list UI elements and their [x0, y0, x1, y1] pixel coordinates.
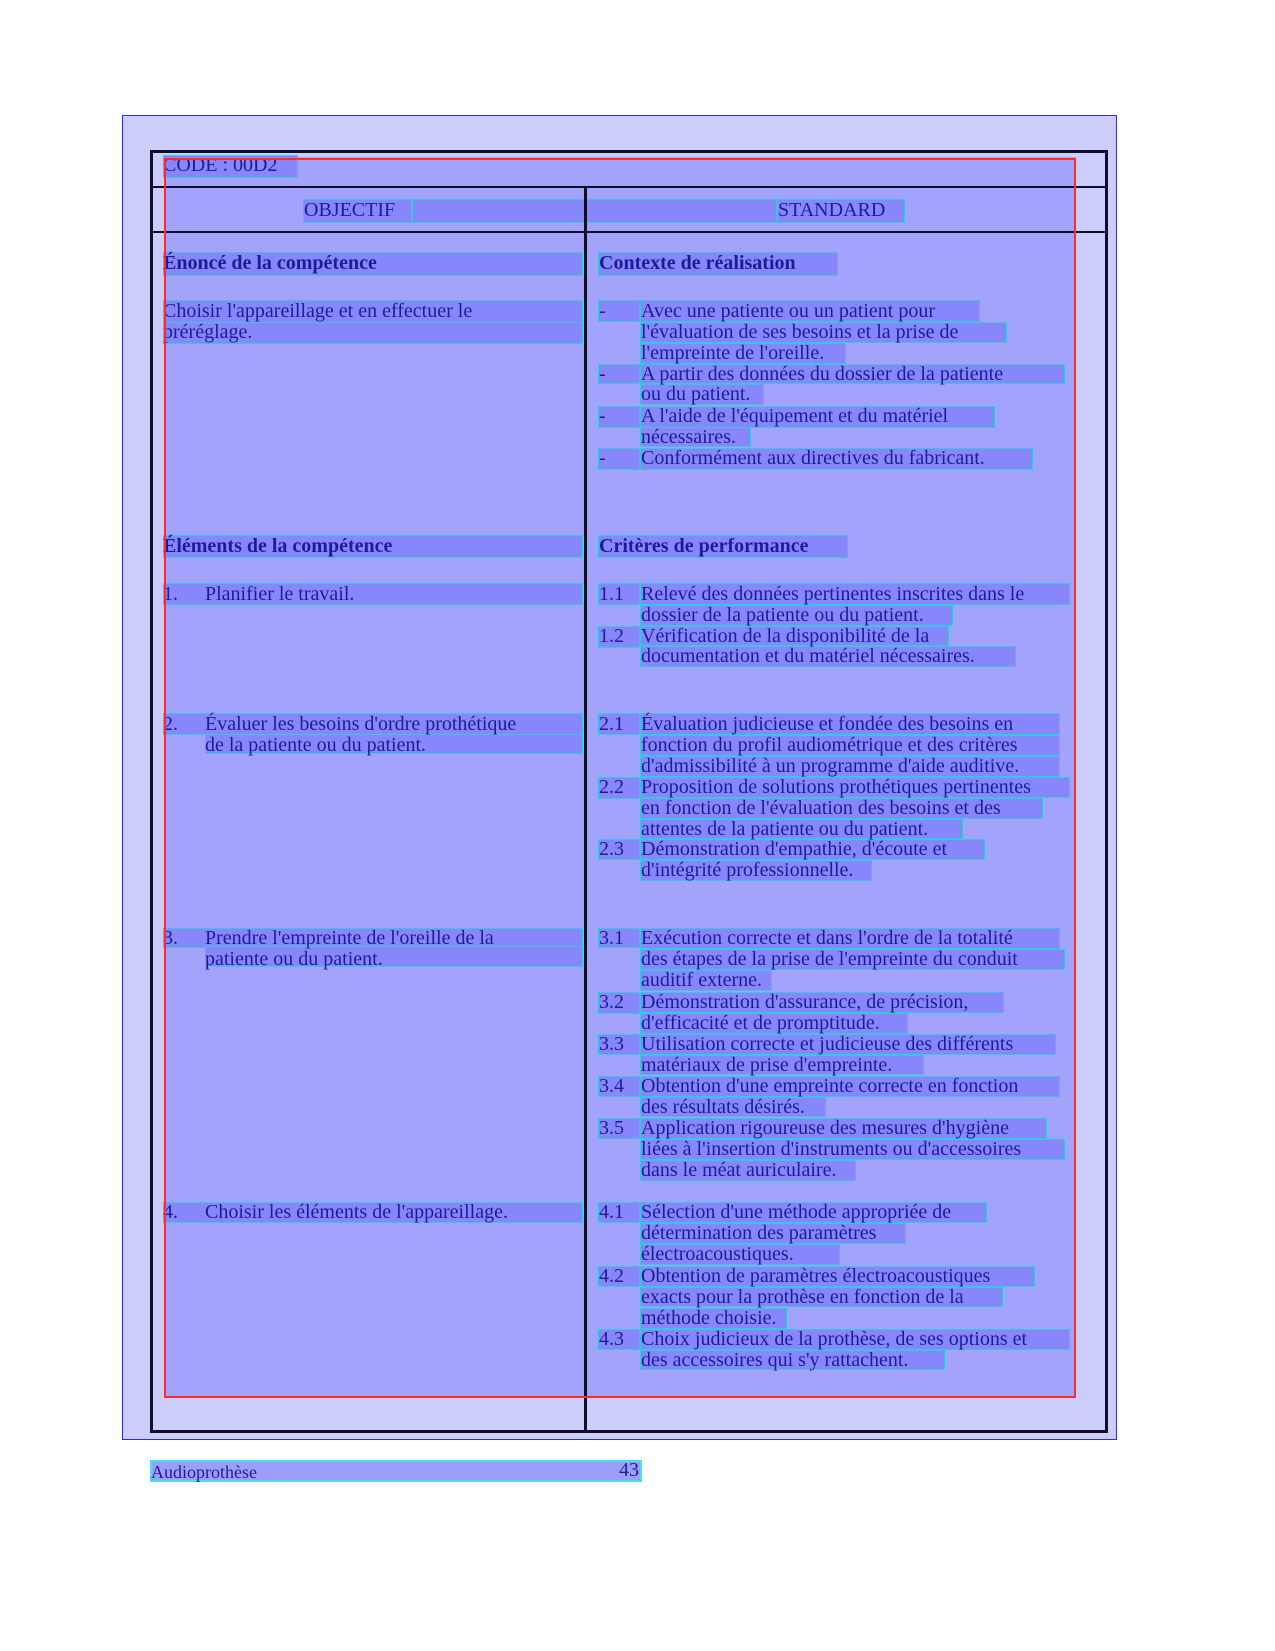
- criterion-line: Choix judicieux de la prothèse, de ses options et: [641, 1328, 1028, 1350]
- criterion-number: 3.5: [599, 1117, 624, 1139]
- criterion-number: 3.1: [599, 927, 624, 949]
- criterion-line: fonction du profil audiométrique et des critères: [641, 734, 1018, 756]
- criterion-line: Démonstration d'empathie, d'écoute et: [641, 838, 947, 860]
- contexte-line: nécessaires.: [641, 426, 736, 448]
- element-line: patiente ou du patient.: [205, 948, 383, 970]
- element-number: 2.: [163, 713, 178, 735]
- page-number: 43: [619, 1459, 639, 1481]
- contexte-line: l'évaluation de ses besoins et la prise de: [641, 321, 959, 343]
- element-line: Prendre l'empreinte de l'oreille de la: [205, 927, 494, 949]
- criterion-line: documentation et du matériel nécessaires.: [641, 645, 975, 667]
- element-line: Évaluer les besoins d'ordre prothétique: [205, 713, 517, 735]
- criterion-number: 3.4: [599, 1075, 624, 1097]
- contexte-bullet: -: [599, 405, 606, 427]
- content-frame: [164, 158, 1076, 1398]
- criterion-line: Sélection d'une méthode appropriée de: [641, 1201, 952, 1223]
- criterion-line: attentes de la patiente ou du patient.: [641, 818, 929, 840]
- criteres-title: Critères de performance: [599, 535, 809, 557]
- elements-title: Éléments de la compétence: [163, 535, 393, 557]
- contexte-line: Conformément aux directives du fabricant.: [641, 447, 985, 469]
- criterion-line: Utilisation correcte et judicieuse des différents: [641, 1033, 1014, 1055]
- criterion-line: électroacoustiques.: [641, 1243, 794, 1265]
- criterion-line: exacts pour la prothèse en fonction de la: [641, 1286, 964, 1308]
- element-number: 4.: [163, 1201, 178, 1223]
- criterion-line: Relevé des données pertinentes inscrites dans le: [641, 583, 1025, 605]
- criterion-line: des étapes de la prise de l'empreinte du conduit: [641, 948, 1018, 970]
- criterion-line: Démonstration d'assurance, de précision,: [641, 991, 969, 1013]
- criterion-number: 3.3: [599, 1033, 624, 1055]
- criterion-line: en fonction de l'évaluation des besoins et des: [641, 797, 1001, 819]
- table-border-bottom: [150, 1430, 1108, 1433]
- contexte-line: A l'aide de l'équipement et du matériel: [641, 405, 949, 427]
- criterion-line: liées à l'insertion d'instruments ou d'accessoires: [641, 1138, 1022, 1160]
- criterion-number: 4.2: [599, 1265, 624, 1287]
- criterion-line: d'intégrité professionnelle.: [641, 859, 854, 881]
- criterion-number: 4.1: [599, 1201, 624, 1223]
- criterion-number: 1.2: [599, 625, 624, 647]
- criterion-line: Obtention de paramètres électroacoustiques: [641, 1265, 991, 1287]
- criterion-line: méthode choisie.: [641, 1307, 777, 1329]
- criterion-number: 2.1: [599, 713, 624, 735]
- enonce-line: Choisir l'appareillage et en effectuer le: [163, 300, 473, 322]
- criterion-line: Proposition de solutions prothétiques pertinentes: [641, 776, 1031, 798]
- criterion-line: des résultats désirés.: [641, 1096, 805, 1118]
- table-border-top: [150, 150, 1108, 153]
- contexte-bullet: -: [599, 363, 606, 385]
- criterion-number: 1.1: [599, 583, 624, 605]
- criterion-line: auditif externe.: [641, 969, 763, 991]
- criterion-number: 3.2: [599, 991, 624, 1013]
- contexte-line: l'empreinte de l'oreille.: [641, 342, 825, 364]
- contexte-bullet: -: [599, 447, 606, 469]
- criterion-line: Obtention d'une empreinte correcte en fonction: [641, 1075, 1019, 1097]
- criterion-line: dans le méat auriculaire.: [641, 1159, 837, 1181]
- criterion-line: dossier de la patiente ou du patient.: [641, 604, 924, 626]
- contexte-line: ou du patient.: [641, 383, 751, 405]
- criterion-line: d'admissibilité à un programme d'aide auditive.: [641, 755, 1020, 777]
- competency-code: CODE : 00D2: [163, 154, 278, 176]
- table-border-left: [150, 150, 153, 1433]
- criterion-line: Exécution correcte et dans l'ordre de la totalité: [641, 927, 1013, 949]
- criterion-number: 2.2: [599, 776, 624, 798]
- contexte-line: Avec une patiente ou un patient pour: [641, 300, 935, 322]
- criterion-line: matériaux de prise d'empreinte.: [641, 1054, 893, 1076]
- element-line: Choisir les éléments de l'appareillage.: [205, 1201, 508, 1223]
- element-line: de la patiente ou du patient.: [205, 734, 427, 756]
- criterion-number: 4.3: [599, 1328, 624, 1350]
- element-number: 1.: [163, 583, 178, 605]
- criterion-number: 2.3: [599, 838, 624, 860]
- header-objectif: OBJECTIF: [304, 199, 396, 221]
- contexte-line: A partir des données du dossier de la patiente: [641, 363, 1004, 385]
- contexte-title: Contexte de réalisation: [599, 252, 796, 274]
- header-standard: STANDARD: [778, 199, 886, 221]
- criterion-line: Application rigoureuse des mesures d'hygiène: [641, 1117, 1009, 1139]
- element-line: Planifier le travail.: [205, 583, 355, 605]
- criterion-line: Évaluation judicieuse et fondée des besoins en: [641, 713, 1014, 735]
- table-border-right: [1105, 150, 1108, 1433]
- criterion-line: d'efficacité et de promptitude.: [641, 1012, 880, 1034]
- contexte-bullet: -: [599, 300, 606, 322]
- criterion-line: des accessoires qui s'y rattachent.: [641, 1349, 909, 1371]
- footer-program: Audioprothèse: [151, 1462, 257, 1482]
- criterion-line: détermination des paramètres: [641, 1222, 877, 1244]
- criterion-line: Vérification de la disponibilité de la: [641, 625, 930, 647]
- enonce-title: Énoncé de la compétence: [163, 252, 377, 274]
- element-number: 3.: [163, 927, 178, 949]
- enonce-line: préréglage.: [163, 321, 253, 343]
